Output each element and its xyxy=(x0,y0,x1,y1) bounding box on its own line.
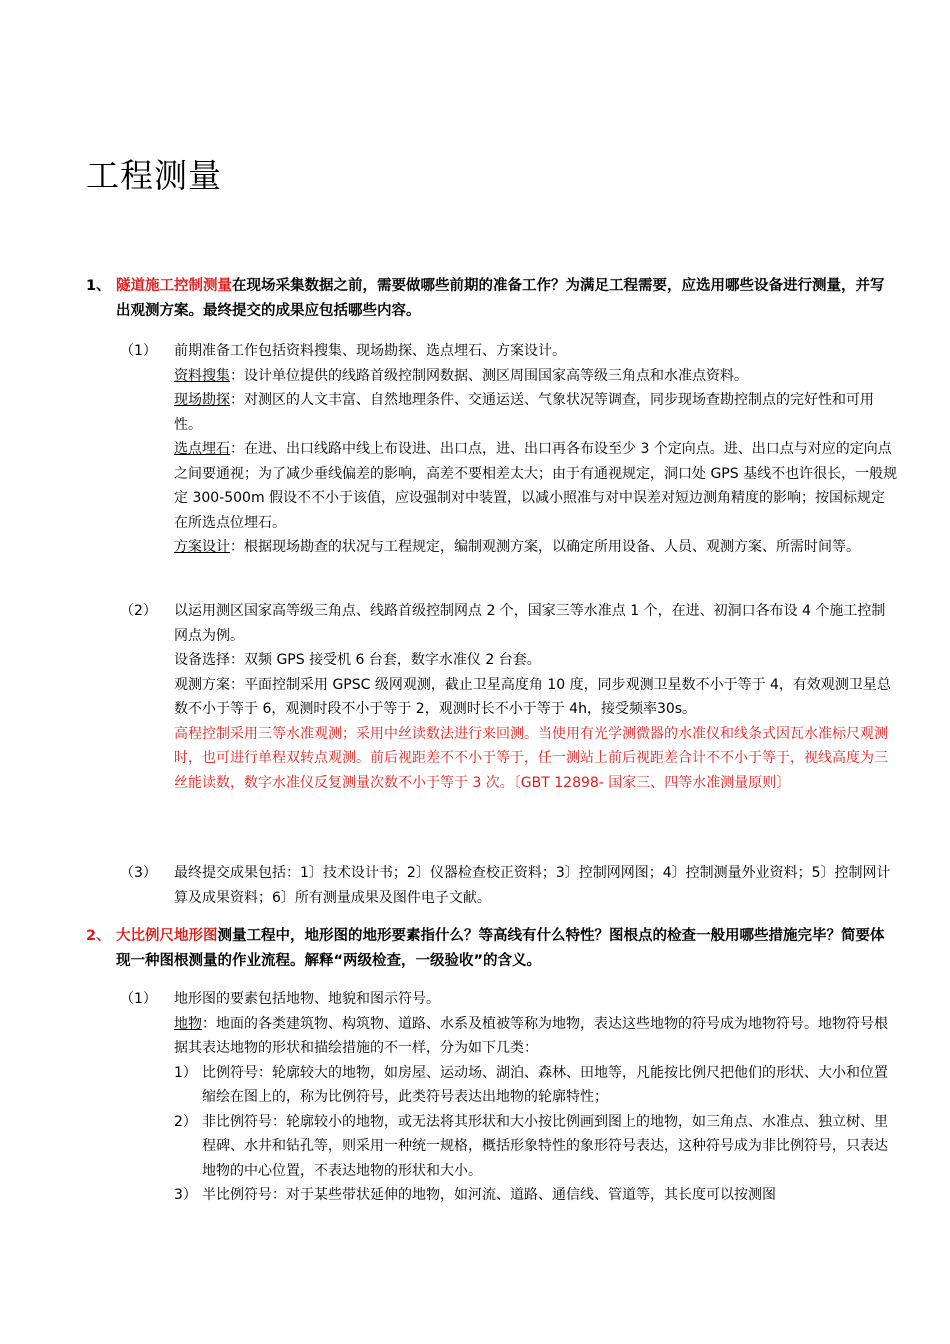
item-intro: 前期准备工作包括资料搜集、现场勘探、选点埋石、方案设计。 xyxy=(174,343,566,359)
term-label: 方案设计 xyxy=(174,539,230,555)
sub-item-index: 3） xyxy=(174,1187,197,1203)
sub-item-text: 半比例符号：对于某些带状延伸的地物，如河流、道路、通信线、管道等，其长度可以按测图 xyxy=(202,1187,776,1203)
question-text xyxy=(116,274,898,324)
item-intro: 以运用测区国家高等级三角点、线路首级控制网点 2 个，国家三等水准点 1 个，在进、初洞口各布设 4 个施工控制网点为例。 xyxy=(174,603,886,644)
height-control-note: 高程控制采用三等水准观测；采用中丝读数法进行来回测。当使用有光学测微器的水准仪和线条式因瓦水准标尺观测时，也可进行单程双转点观测。前后视距差不不小于等于，任一测站上前后视距差合计不不小于等于，视线高度为三丝能读数，数字水准仪反复测量次数不小于等于 3 次。〔GBT 12898- 国家三、四等水准测量原则〕 xyxy=(174,725,888,791)
question-rest: 在现场采集数据之前，需要做哪些前期的准备工作？为满足工程需要，应选用哪些设备进行测量，并写出观测方案。最终提交的成果应包括哪些内容。 xyxy=(116,278,885,319)
item-body xyxy=(174,339,898,560)
deliverables-text: 最终提交成果包括：1〕技术设计书；2〕仪器检查校正资料；3〕控制网网图；4〕控制测量外业资料；5〕控制网计算及成果资料；6〕所有测量成果及图件电子文献。 xyxy=(174,865,891,906)
item-body xyxy=(174,599,898,795)
term-text: ：根据现场勘查的状况与工程规定，编制观测方案，以确定所用设备、人员、观测方案、所需时间等。 xyxy=(230,539,860,555)
item-index: （1） xyxy=(120,343,157,359)
sub-item xyxy=(174,1183,898,1208)
sub-item xyxy=(174,1110,898,1184)
item-index: （2） xyxy=(120,603,157,619)
paragraph-site-survey xyxy=(174,388,898,437)
sub-item xyxy=(174,1061,898,1110)
paragraph-ground-objects xyxy=(174,1012,898,1061)
observation-plan: 观测方案：平面控制采用 GPSC 级网观测，截止卫星高度角 10 度，同步观测卫星数不小于等于 4，有效观测卫星总数不小于等于 6，观测时段不小于等于 2，观测时长不小于等于 4h，接受频率30s。 xyxy=(174,676,891,717)
term-text: ：对测区的人文丰富、自然地理条件、交通运送、气象状况等调查，同步现场查勘控制点的完好性和可用性。 xyxy=(174,392,874,433)
item-body xyxy=(174,987,898,1208)
sub-item-index: 1） xyxy=(174,1064,197,1081)
question-number: 2、 xyxy=(86,928,111,944)
paragraph-data-collection xyxy=(174,364,898,389)
term-text: ：地面的各类建筑物、构筑物、道路、水系及植被等称为地物，表达这些地物的符号成为地物符号。地物符号根据其表达地物的形状和描绘措施的不一样，分为如下几类： xyxy=(174,1015,888,1056)
term-text: ：设计单位提供的线路首级控制网数据、测区周围国家高等级三角点和水准点资料。 xyxy=(230,367,748,384)
question-2 xyxy=(86,924,898,974)
question-rest: 测量工程中，地形图的地形要素指什么？等高线有什么特性？图根点的检查一般用哪些措施完毕？简要体现一种图根测量的作业流程。解释“两级检查，一级验收”的含义。 xyxy=(116,928,885,969)
question-1 xyxy=(86,274,898,324)
sub-item-index: 2） xyxy=(174,1113,197,1130)
question-highlight: 隧道施工控制测量 xyxy=(116,278,232,294)
term-label: 现场勘探 xyxy=(174,392,230,408)
answer-item-1-3 xyxy=(120,861,898,910)
page-title: 工程测量 xyxy=(86,156,222,195)
item-index: （3） xyxy=(120,865,157,881)
term-label: 选点埋石 xyxy=(174,441,230,457)
term-text: ：在进、出口线路中线上布设进、出口点，进、出口再各布设至少 3 个定向点。进、出口点与对应的定向点之间要通视；为了减少垂线偏差的影响，高差不要相差太大；由于有通视规定，洞口处 GPS 基线不也许很长，一般规定 300-500m 假设不不小于该值，应设强制对中装置，以减小照准与对中误差对短边测角精度的影响；按国标规定在所选点位埋石。 xyxy=(174,441,898,531)
term-label: 资料搜集 xyxy=(174,367,230,384)
answer-item-1-1 xyxy=(120,339,898,560)
item-intro: 地形图的要素包括地物、地貌和图示符号。 xyxy=(174,991,440,1007)
question-number: 1、 xyxy=(86,278,111,294)
question-highlight: 大比例尺地形图 xyxy=(116,928,218,944)
paragraph-plan-design xyxy=(174,535,898,560)
item-body xyxy=(174,861,898,910)
answer-item-1-2 xyxy=(120,599,898,795)
sub-item-text: 非比例符号：轮廓较小的地物，或无法将其形状和大小按比例画到图上的地物，如三角点、水准点、独立树、里程碑、水井和钻孔等，则采用一种统一规格，概括形象特性的象形符号表达，这种符号成为非比例符号，只表达地物的中心位置，不表达地物的形状和大小。 xyxy=(202,1113,888,1179)
item-index: （1） xyxy=(120,991,157,1007)
sub-item-text: 比例符号：轮廓较大的地物，如房屋、运动场、湖泊、森林、田地等，凡能按比例尺把他们的形状、大小和位置缩绘在图上的，称为比例符号，此类符号表达出地物的轮廓特性； xyxy=(202,1064,888,1105)
paragraph-point-selection xyxy=(174,437,898,535)
answer-item-2-1 xyxy=(120,987,898,1208)
term-label: 地物 xyxy=(174,1015,202,1032)
equipment-selection: 设备选择：双频 GPS 接受机 6 台套，数字水准仪 2 台套。 xyxy=(174,652,541,668)
question-text xyxy=(116,924,898,974)
